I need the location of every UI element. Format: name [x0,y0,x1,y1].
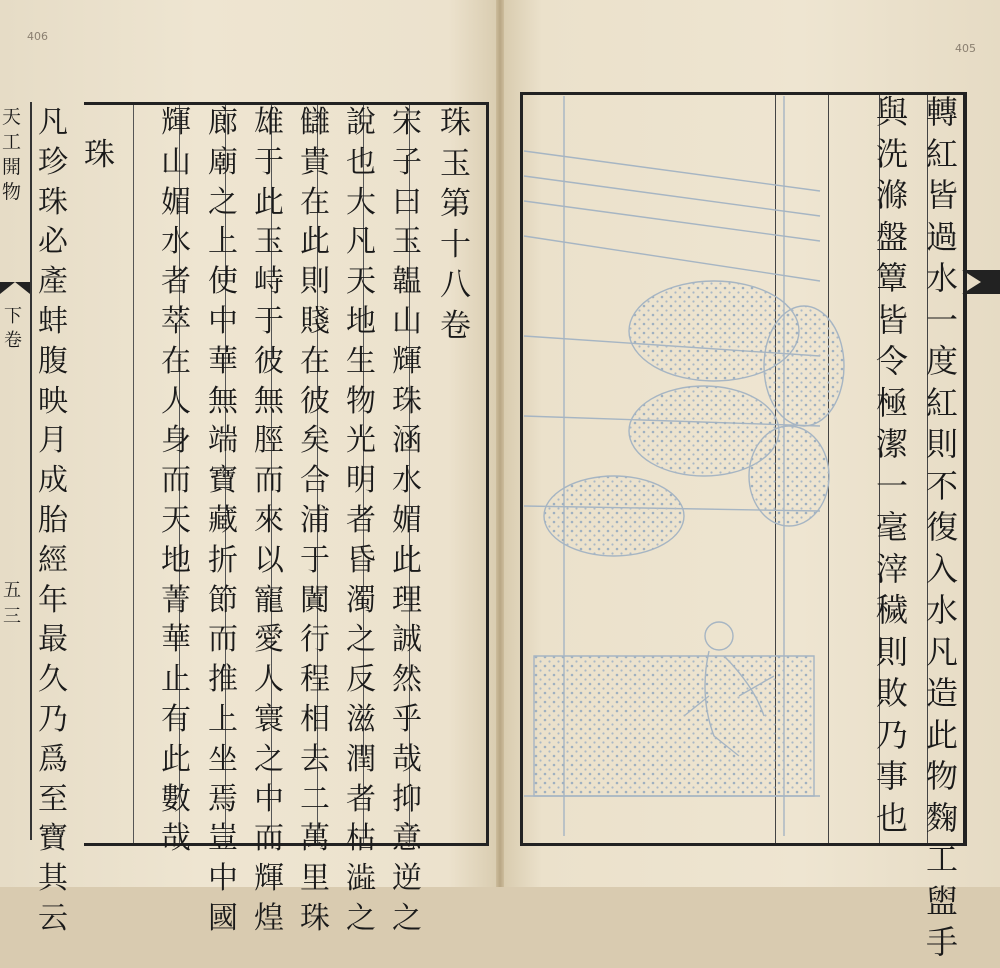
page-number-right: 405 [955,42,976,55]
book-gutter [496,0,504,887]
right-text-column-1: 轉 紅 皆 過 水 一 度 紅 則 不 復 入 水 凡 造 此 物 麴 工 盥 手 [926,93,959,961]
section-heading: 珠 [84,137,115,173]
text-column-6: 輝 山 媚 水 者 萃 在 人 身 而 天 地 菁 華 止 有 此 數 哉 [161,105,191,857]
right-text-column-2: 與 洗 滌 盤 簟 皆 令 極 潔 一 毫 滓 穢 則 敗 乃 事 也 [876,93,909,837]
left-text-frame [84,102,489,846]
text-column-8: 凡 珍 珠 必 產 蚌 腹 映 月 成 胎 經 年 最 久 乃 爲 至 寶 其 云 [38,105,68,936]
margin-book-title: 天 工 開 物 [2,106,22,203]
chapter-heading: 珠 玉 第 十 八 卷 [440,105,471,344]
text-column-1: 宋 子 曰 玉 韞 山 輝 珠 涵 水 媚 此 理 誠 然 乎 哉 抑 意 逆 之 [392,105,422,936]
margin-volume-label: 下 卷 [4,306,22,351]
text-column-2: 說 也 大 凡 天 地 生 物 光 明 者 昏 濁 之 反 滋 潤 者 枯 澁 之 [346,105,376,936]
woodblock-illustration [524,96,820,836]
margin-folio-number: 五 三 [3,580,21,627]
text-column-4: 雄 于 此 玉 峙 于 彼 無 脛 而 來 以 寵 愛 人 寰 之 中 而 輝 煌 [254,105,284,936]
text-column-3: 讎 貴 在 此 則 賤 在 彼 矣 合 浦 于 闐 行 程 相 去 二 萬 里 珠 [300,105,330,936]
fish-tail-mark [0,282,30,294]
text-column-5: 廊 廟 之 上 使 中 華 無 端 寶 藏 折 節 而 推 上 坐 焉 豈 中 國 [208,105,238,936]
page-number-left: 406 [27,30,48,43]
page-margin-strip [0,102,32,840]
